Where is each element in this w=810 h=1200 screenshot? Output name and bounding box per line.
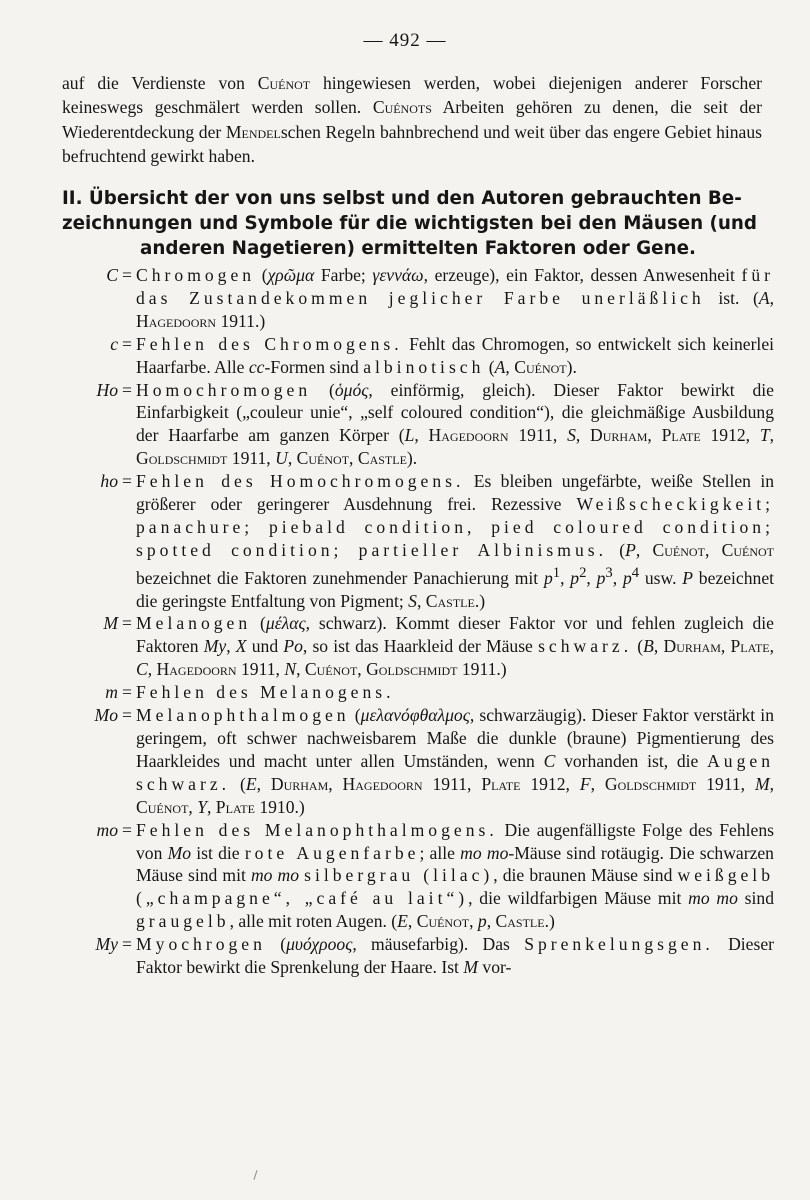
text: ,: [769, 287, 774, 308]
text: ,: [704, 539, 722, 560]
text: ,: [647, 425, 662, 446]
factor-symbol: m: [105, 682, 118, 703]
author-mendel: Mendel: [225, 121, 281, 142]
factor-symbol: C: [106, 265, 118, 285]
section-heading: [62, 186, 774, 261]
text: ,: [560, 567, 571, 588]
author-name: Castle: [357, 448, 407, 469]
greek-word: χρῶμα: [267, 265, 315, 285]
equals-sign: =: [122, 682, 132, 703]
text: ,: [612, 567, 623, 588]
text: ,: [486, 911, 496, 932]
author-name: Cuénot: [296, 448, 350, 469]
spaced-text: graugelb: [136, 911, 230, 932]
text: , schwarzäugig). Dieser Faktor verstärkt in geringem, oft schwer nachweisbarem Maße die dunkle (braune) Pigmentierung des Haarkleides und macht unter allen Umständen, wenn: [136, 705, 774, 771]
text: 1911,: [422, 773, 482, 794]
author-name: Cuénot: [721, 539, 774, 560]
text: ,: [256, 773, 271, 794]
factor-entry-m: [62, 681, 774, 704]
symbol-ref: S: [567, 425, 576, 446]
factor-entry-c: [62, 333, 774, 379]
symbol-ref: L: [404, 425, 415, 446]
text: .): [544, 911, 555, 932]
superscript: 4: [631, 564, 640, 581]
factor-list: [62, 264, 774, 979]
spaced-text: Weißscheckigkeit; panachure; piebald condition, pied coloured condition; spotted condition; partieller Albinismus.: [136, 494, 774, 560]
text: Es bleiben ungefärbte, weiße Stellen in größerer oder geringerer Ausdehnung frei. Rezessive: [136, 471, 774, 515]
text: ,: [769, 425, 775, 446]
text: ,: [296, 659, 305, 680]
text: (: [484, 356, 495, 377]
author-name: Goldschmidt: [136, 448, 228, 469]
symbol-ref: X: [235, 636, 247, 657]
factor-term: Fehlen des Melanogens.: [136, 682, 395, 703]
text: -Mäuse sind rotäugig. Die schwarzen Mäuse sind mit: [136, 842, 774, 886]
symbol-ref: S: [408, 590, 417, 611]
author-name: Cuénot: [304, 659, 358, 680]
spaced-text: albinotisch: [363, 356, 485, 377]
text: sind: [737, 888, 774, 909]
symbol-ref: P: [625, 539, 636, 560]
factor-definition: [136, 933, 774, 979]
factor-symbol: c: [110, 333, 118, 354]
greek-word: μυόχροος: [286, 934, 353, 955]
text: 1911,: [696, 773, 755, 794]
spaced-text: schwarz.: [538, 636, 633, 657]
factor-definition: [136, 612, 774, 681]
text: , so ist das Haarkleid der Mäuse: [302, 636, 539, 657]
factor-term: Homochromogen: [136, 379, 312, 400]
text: ,: [349, 448, 358, 469]
page-number: — 492 —: [363, 30, 447, 51]
factor-term: Chromogen: [136, 265, 256, 285]
symbol-ref: C: [543, 750, 556, 771]
symbol-ref: Mo: [167, 842, 192, 863]
text: 1911.): [216, 310, 266, 331]
symbol-ref: N: [284, 659, 297, 680]
symbol-ref: A: [494, 356, 506, 377]
author-name: Cuénot: [136, 796, 189, 817]
greek-word: μελανόφθαλμος: [360, 705, 470, 726]
text: , die braunen Mäuse sind: [493, 865, 678, 886]
heading-line: zeichnungen und Symbole für die wichtigsten bei den Mäusen (und: [62, 213, 757, 234]
symbol-ref: cc: [248, 356, 265, 377]
factor-entry-ho: [62, 470, 774, 612]
text: ,: [226, 636, 236, 657]
factor-entry-C: [62, 264, 774, 333]
symbol-ref: mo mo: [460, 842, 509, 863]
author-name: Hagedoorn: [342, 773, 423, 794]
equals-sign: =: [122, 819, 132, 840]
factor-definition: [136, 264, 774, 333]
symbol-ref: p: [570, 567, 580, 588]
author-name: Goldschmidt: [604, 773, 697, 794]
spaced-text: Sprenkelungsgen.: [524, 934, 714, 955]
factor-symbol: ho: [100, 471, 118, 492]
text: vor-: [478, 957, 512, 978]
factor-term: Fehlen des Chromogens.: [136, 333, 403, 354]
factor-definition: [136, 681, 774, 704]
symbol-ref: B: [643, 636, 654, 657]
text: ,: [207, 796, 216, 817]
symbol-ref: p: [477, 911, 487, 932]
text: 1912,: [520, 773, 580, 794]
text: 1911,: [236, 659, 285, 680]
author-name: Hagedoorn: [428, 425, 509, 446]
author-name: Plate: [215, 796, 255, 817]
text: ).: [406, 448, 418, 469]
text: (: [349, 705, 361, 726]
greek-word: ὁμός: [334, 379, 369, 400]
text: ,: [328, 773, 343, 794]
text: usw.: [639, 567, 683, 588]
spaced-text: Augen schwarz.: [136, 750, 774, 794]
factor-symbol: Ho: [96, 379, 118, 400]
author-name: Castle: [425, 590, 475, 611]
text: ,: [414, 425, 429, 446]
text: bezeichnet die geringste Entfaltung von Pigment;: [136, 567, 775, 611]
text: (: [255, 265, 268, 285]
symbol-ref: E: [397, 911, 408, 932]
factor-term: Fehlen des Homochromogens.: [136, 471, 465, 492]
equals-sign: =: [122, 705, 132, 726]
symbol-ref: C: [136, 659, 148, 680]
stray-mark: [253, 1170, 257, 1180]
text: ,: [635, 539, 653, 560]
spaced-text: silbergrau (lilac): [304, 865, 494, 886]
factor-symbol: My: [95, 934, 118, 955]
author-name: Castle: [495, 911, 545, 932]
factor-term: Myochrogen: [136, 934, 266, 955]
symbol-ref: Y: [197, 796, 207, 817]
author-name: Durham: [590, 425, 648, 446]
equals-sign: =: [122, 613, 132, 634]
text: ,: [590, 773, 605, 794]
author-name: Hagedoorn: [156, 659, 237, 680]
factor-definition: [136, 704, 774, 819]
text: (: [265, 934, 287, 955]
text: (: [230, 773, 246, 794]
text: vorhanden ist, die: [555, 750, 708, 771]
symbol-ref: My: [203, 636, 227, 657]
author-cuenot: Cuénot: [257, 73, 311, 93]
author-name: Plate: [481, 773, 521, 794]
equals-sign: =: [122, 471, 132, 492]
text: ,: [147, 659, 157, 680]
symbol-ref: p: [596, 567, 606, 588]
text: ,: [769, 773, 775, 794]
factor-definition: [136, 379, 774, 471]
text: .): [474, 590, 486, 611]
symbol-ref: U: [275, 448, 288, 469]
text: ,: [653, 636, 664, 657]
author-name: Plate: [661, 425, 701, 446]
text: ,: [357, 659, 367, 680]
text: ).: [566, 356, 577, 377]
author-name: Plate: [730, 636, 770, 657]
author-name: Hagedoorn: [136, 310, 217, 331]
factor-symbol: mo: [96, 819, 118, 840]
text: , mäusefarbig). Das: [352, 934, 525, 955]
text: 1911,: [508, 425, 568, 446]
symbol-ref: T: [759, 425, 770, 446]
factor-term: Fehlen des Melanophthalmogens.: [136, 819, 498, 840]
factor-entry-Mo: [62, 704, 774, 819]
factor-symbol: M: [103, 613, 118, 634]
author-cuenots: Cuénots: [372, 97, 432, 118]
text: -Formen sind: [264, 356, 364, 377]
symbol-ref: mo mo: [688, 888, 738, 909]
symbol-ref: F: [579, 773, 591, 794]
spaced-text: rote Augenfarbe: [244, 842, 420, 863]
equals-sign: =: [122, 379, 132, 400]
text: ,: [287, 448, 297, 469]
text: (: [251, 613, 266, 634]
text: (: [607, 539, 626, 560]
text: ,: [769, 636, 775, 657]
author-name: Cuénot: [416, 911, 470, 932]
equals-sign: =: [122, 333, 132, 354]
text: ,: [188, 796, 198, 817]
text: , erzeuge), ein Faktor, dessen Anwesenheit: [423, 265, 742, 285]
text: , schwarz). Kommt dieser Faktor vor und fehlen zugleich die Faktoren: [136, 613, 774, 657]
text: ,: [407, 911, 417, 932]
factor-definition: [136, 333, 774, 379]
symbol-ref: Po: [283, 636, 303, 657]
text: Fehlt das Chromogen, so entwickelt sich keinerlei Haarfarbe. Alle: [136, 333, 775, 377]
factor-entry-Ho: [62, 379, 774, 471]
text: ,: [575, 425, 591, 446]
text: und: [246, 636, 284, 657]
text: ,: [505, 356, 515, 377]
text: 1911,: [227, 448, 276, 469]
intro-text: auf die Verdienste von: [62, 73, 258, 93]
superscript: 2: [579, 564, 587, 581]
text: ist die: [191, 842, 245, 863]
spaced-text: für das Zustandekommen jeglicher Farbe unerläßlich: [136, 265, 774, 308]
text: , die wildfarbigen Mäuse mit: [468, 888, 689, 909]
heading-line: II. Übersicht der von uns selbst und den Autoren gebrauchten Be-: [62, 188, 742, 209]
intro-text: Arbeiten gehören zu denen, die seit der Wiederentdeckung der: [62, 97, 762, 142]
author-name: Durham: [270, 773, 329, 794]
text: ,: [469, 911, 478, 932]
symbol-ref: P: [682, 567, 694, 588]
text: 1912,: [700, 425, 760, 446]
greek-word: γεννάω: [372, 265, 424, 285]
factor-term: Melanogen: [136, 613, 252, 634]
intro-paragraph: [62, 71, 762, 169]
equals-sign: =: [122, 265, 132, 285]
symbol-ref: E: [245, 773, 257, 794]
author-name: Cuénot: [652, 539, 705, 560]
author-name: Cuénot: [514, 356, 567, 377]
factor-symbol: Mo: [94, 705, 118, 726]
author-name: Goldschmidt: [366, 659, 458, 680]
symbol-ref: A: [758, 287, 770, 308]
text: (: [311, 379, 335, 400]
author-name: Durham: [663, 636, 721, 657]
factor-entry-M: [62, 612, 774, 681]
factor-entry-mo: [62, 819, 774, 934]
greek-word: μέλας: [265, 613, 306, 634]
text: bezeichnet die Faktoren zunehmender Panachierung mit: [136, 567, 544, 588]
factor-definition: [136, 470, 774, 612]
text: 1910.): [254, 796, 305, 817]
text: ,: [416, 590, 426, 611]
intro-text: schen Regeln bahnbrechend und weit über das engere Gebiet hinaus befruchtend gewirkt haben.: [62, 121, 763, 167]
symbol-ref: mo mo: [250, 865, 300, 886]
text: ; alle: [419, 842, 461, 863]
text: , einförmig, gleich). Dieser Faktor bewirkt die Einfarbigkeit („couleur unie“, „self coloured condition“), die gleichmäßige Ausbildung der Haarfarbe am ganzen Körper (: [136, 379, 774, 446]
text: ist. (: [704, 287, 759, 308]
text: , alle mit roten Augen. (: [229, 911, 398, 932]
factor-term: Melanophthalmogen: [136, 705, 350, 726]
text: ,: [586, 567, 597, 588]
factor-entry-My: [62, 933, 774, 979]
equals-sign: =: [122, 934, 132, 955]
superscript: 1: [552, 564, 561, 581]
symbol-ref: p: [622, 567, 632, 588]
factor-definition: [136, 819, 774, 934]
text: (: [632, 636, 644, 657]
text: 1911.): [457, 659, 507, 680]
superscript: 3: [605, 564, 613, 581]
intro-text: hingewiesen werden, wobei diejenigen anderer Forscher keineswegs geschmälert werden sollen.: [62, 73, 762, 118]
symbol-ref: M: [463, 957, 478, 978]
symbol-ref: p: [543, 567, 553, 588]
text: Dieser Faktor bewirkt die Sprenkelung der Haare. Ist: [136, 934, 774, 978]
spaced-text: weißgelb („champagne“, „café au lait“): [136, 865, 774, 909]
text: ,: [720, 636, 731, 657]
heading-line: anderen Nagetieren) ermittelten Faktoren oder Gene.: [140, 238, 696, 259]
text: Farbe;: [314, 265, 373, 285]
symbol-ref: M: [754, 773, 770, 794]
text: Die augenfälligste Folge des Fehlens von: [136, 819, 774, 863]
